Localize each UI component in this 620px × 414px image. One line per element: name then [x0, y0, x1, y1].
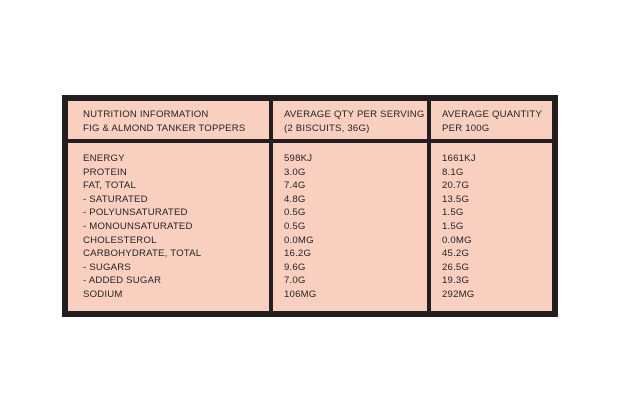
per-serving-value: 0.0MG	[284, 234, 314, 246]
per-100g-value: 19.3G	[442, 275, 470, 287]
nutrient-name: - SUGARS	[83, 261, 131, 273]
nutrient-name: ENERGY	[83, 153, 125, 164]
nutrient-name: - SATURATED	[83, 193, 148, 205]
per-100g-value: 20.7G	[442, 180, 470, 192]
per-serving-value: 7.4G	[284, 180, 306, 192]
per-100g-value: 1.5G	[442, 220, 464, 232]
header-product-line: FIG & ALMOND TANKER TOPPERS	[83, 122, 246, 134]
per-100g-value: 26.5G	[442, 261, 470, 273]
header-nutrition-information	[68, 101, 269, 139]
nutrient-name: SODIUM	[83, 288, 123, 300]
per-serving-value: 7.0G	[284, 275, 306, 287]
per-serving-value: 3.0G	[284, 166, 306, 178]
header-per-serving	[273, 101, 427, 139]
per-100g-values-column	[431, 143, 552, 311]
per-100g-value: 13.5G	[442, 193, 470, 205]
nutrient-names-column	[68, 143, 269, 311]
per-100g-value: 1.5G	[442, 207, 464, 219]
header-title-line: NUTRITION INFORMATION	[83, 109, 209, 120]
nutrient-name: - MONOUNSATURATED	[83, 220, 193, 232]
header-per-serving-line2: (2 BISCUITS, 36G)	[284, 122, 370, 134]
per-serving-value: 106MG	[284, 288, 317, 300]
per-100g-value: 292MG	[442, 288, 475, 300]
header-per-100g-line2: PER 100G	[442, 122, 490, 134]
nutrient-name: - ADDED SUGAR	[83, 275, 162, 287]
nutrient-name: FAT, TOTAL	[83, 180, 137, 192]
per-serving-values-column	[273, 143, 427, 311]
per-100g-value: 0.0MG	[442, 234, 472, 246]
header-per-100g	[431, 101, 552, 139]
per-serving-value: 9.6G	[284, 261, 306, 273]
nutrient-name: PROTEIN	[83, 166, 128, 178]
nutrient-name: CARBOHYDRATE, TOTAL	[83, 248, 202, 260]
per-100g-value: 8.1G	[442, 166, 464, 178]
nutrition-table	[62, 95, 558, 317]
per-100g-value: 1661KJ	[442, 153, 476, 164]
nutrient-name: CHOLESTEROL	[83, 234, 157, 246]
header-per-serving-line1: AVERAGE QTY PER SERVING	[284, 109, 425, 120]
per-serving-value: 4.8G	[284, 193, 306, 205]
per-serving-value: 16.2G	[284, 248, 312, 260]
per-serving-value: 598KJ	[284, 153, 313, 164]
per-100g-value: 45.2G	[442, 248, 470, 260]
header-per-100g-line1: AVERAGE QUANTITY	[442, 109, 543, 120]
nutrient-name: - POLYUNSATURATED	[83, 207, 188, 219]
per-serving-value: 0.5G	[284, 207, 306, 219]
per-serving-value: 0.5G	[284, 220, 306, 232]
